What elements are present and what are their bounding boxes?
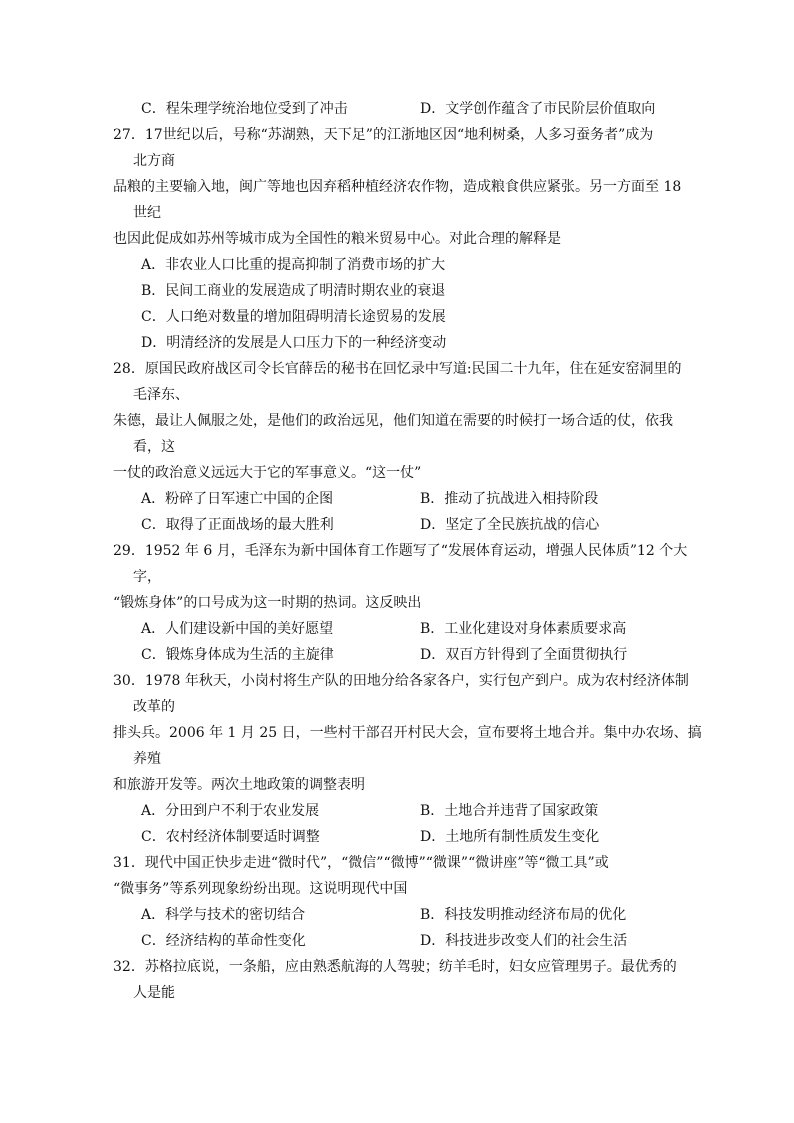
q31-option-d: D．科技进步改变人们的社会生活: [420, 933, 628, 949]
q28-option-b: B．推动了抗战进入相持阶段: [420, 491, 599, 507]
q27-option-c: C．人口绝对数量的增加阻碍明清长途贸易的发展: [141, 309, 446, 325]
q31-stem-line-2: “微事务”等系列现象纷纷出现。这说明现代中国: [113, 881, 408, 897]
q30-stem-line-5: 和旅游开发等。两次土地政策的调整表明: [113, 777, 365, 793]
q26-option-c: C．程朱理学统治地位受到了冲击: [141, 101, 348, 117]
q27-option-d: D．明清经济的发展是人口压力下的一种经济变动: [141, 335, 447, 351]
q28-option-d: D．坚定了全民族抗战的信心: [420, 517, 600, 533]
q29-option-d: D．双百方针得到了全面贯彻执行: [420, 647, 628, 663]
q27-stem-line-4: 世纪: [133, 205, 161, 221]
q30-stem-line-4: 养殖: [133, 751, 161, 767]
q32-stem-line-1: 32．苏格拉底说，一条船，应由熟悉航海的人驾驶；纺羊毛时，妇女应管理男子。最优秀的: [113, 959, 677, 975]
q27-option-b: B．民间工商业的发展造成了明清时期农业的衰退: [141, 283, 446, 299]
q29-option-b: B．工业化建设对身体素质要求高: [420, 621, 627, 637]
q27-option-a: A．非农业人口比重的提高抑制了消费市场的扩大: [141, 257, 446, 273]
q30-stem-line-2: 改革的: [133, 699, 175, 715]
q30-option-d: D．土地所有制性质发生变化: [420, 829, 600, 845]
q30-option-b: B．土地合并违背了国家政策: [420, 803, 599, 819]
q31-option-c: C．经济结构的革命性变化: [141, 933, 306, 949]
q29-option-a: A．人们建设新中国的美好愿望: [141, 621, 334, 637]
q30-option-a: A．分田到户不利于农业发展: [141, 803, 320, 819]
q31-stem-line-1: 31．现代中国正快步走进“微时代”，“微信”“微博”“微课”“微讲座”等“微工具”或: [113, 855, 609, 871]
q28-option-c: C．取得了正面战场的最大胜利: [141, 517, 334, 533]
q29-stem-line-3: “锻炼身体”的口号成为这一时期的热词。这反映出: [113, 595, 422, 611]
q30-stem-line-3: 排头兵。2006 年 1 月 25 日，一些村干部召开村民大会，宣布要将土地合并。集中办农场、搞: [113, 725, 702, 741]
q28-stem-line-2: 毛泽东、: [133, 387, 189, 403]
q28-stem-line-4: 看，这: [133, 439, 175, 455]
q28-stem-line-3: 朱德，最让人佩服之处，是他们的政治远见，他们知道在需要的时候打一场合适的仗，依我: [113, 413, 673, 429]
q29-option-c: C．锻炼身体成为生活的主旋律: [141, 647, 334, 663]
q27-stem-line-2: 北方商: [133, 153, 175, 169]
q31-option-a: A．科学与技术的密切结合: [141, 907, 306, 923]
q27-stem-line-5: 也因此促成如苏州等城市成为全国性的粮米贸易中心。对此合理的解释是: [113, 231, 561, 247]
q26-option-d: D．文学创作蕴含了市民阶层价值取向: [420, 101, 656, 117]
q30-stem-line-1: 30．1978 年秋天，小岗村将生产队的田地分给各家各户，实行包产到户。成为农村经济体制: [113, 673, 689, 689]
q27-stem-line-1: 27．17世纪以后，号称“苏湖熟，天下足”的江浙地区因“地利树桑，人多习蚕务者”成为: [113, 127, 654, 143]
q31-option-b: B．科技发明推动经济布局的优化: [420, 907, 627, 923]
q29-stem-line-2: 字，: [133, 569, 161, 585]
q27-stem-line-3: 品粮的主要输入地，闽广等地也因弃稻种植经济农作物，造成粮食供应紧张。另一方面至 18: [113, 179, 682, 195]
q29-stem-line-1: 29．1952 年 6 月，毛泽东为新中国体育工作题写了“发展体育运动，增强人民体质”12 个大: [113, 543, 688, 559]
q30-option-c: C．农村经济体制要适时调整: [141, 829, 320, 845]
q28-stem-line-5: 一仗的政治意义远远大于它的军事意义。“这一仗”: [113, 465, 422, 481]
q32-stem-line-2: 人是能: [133, 985, 175, 1001]
q28-option-a: A．粉碎了日军速亡中国的企图: [141, 491, 334, 507]
q28-stem-line-1: 28．原国民政府战区司令长官薛岳的秘书在回忆录中写道:民国二十九年，住在延安窑洞里的: [113, 361, 682, 377]
